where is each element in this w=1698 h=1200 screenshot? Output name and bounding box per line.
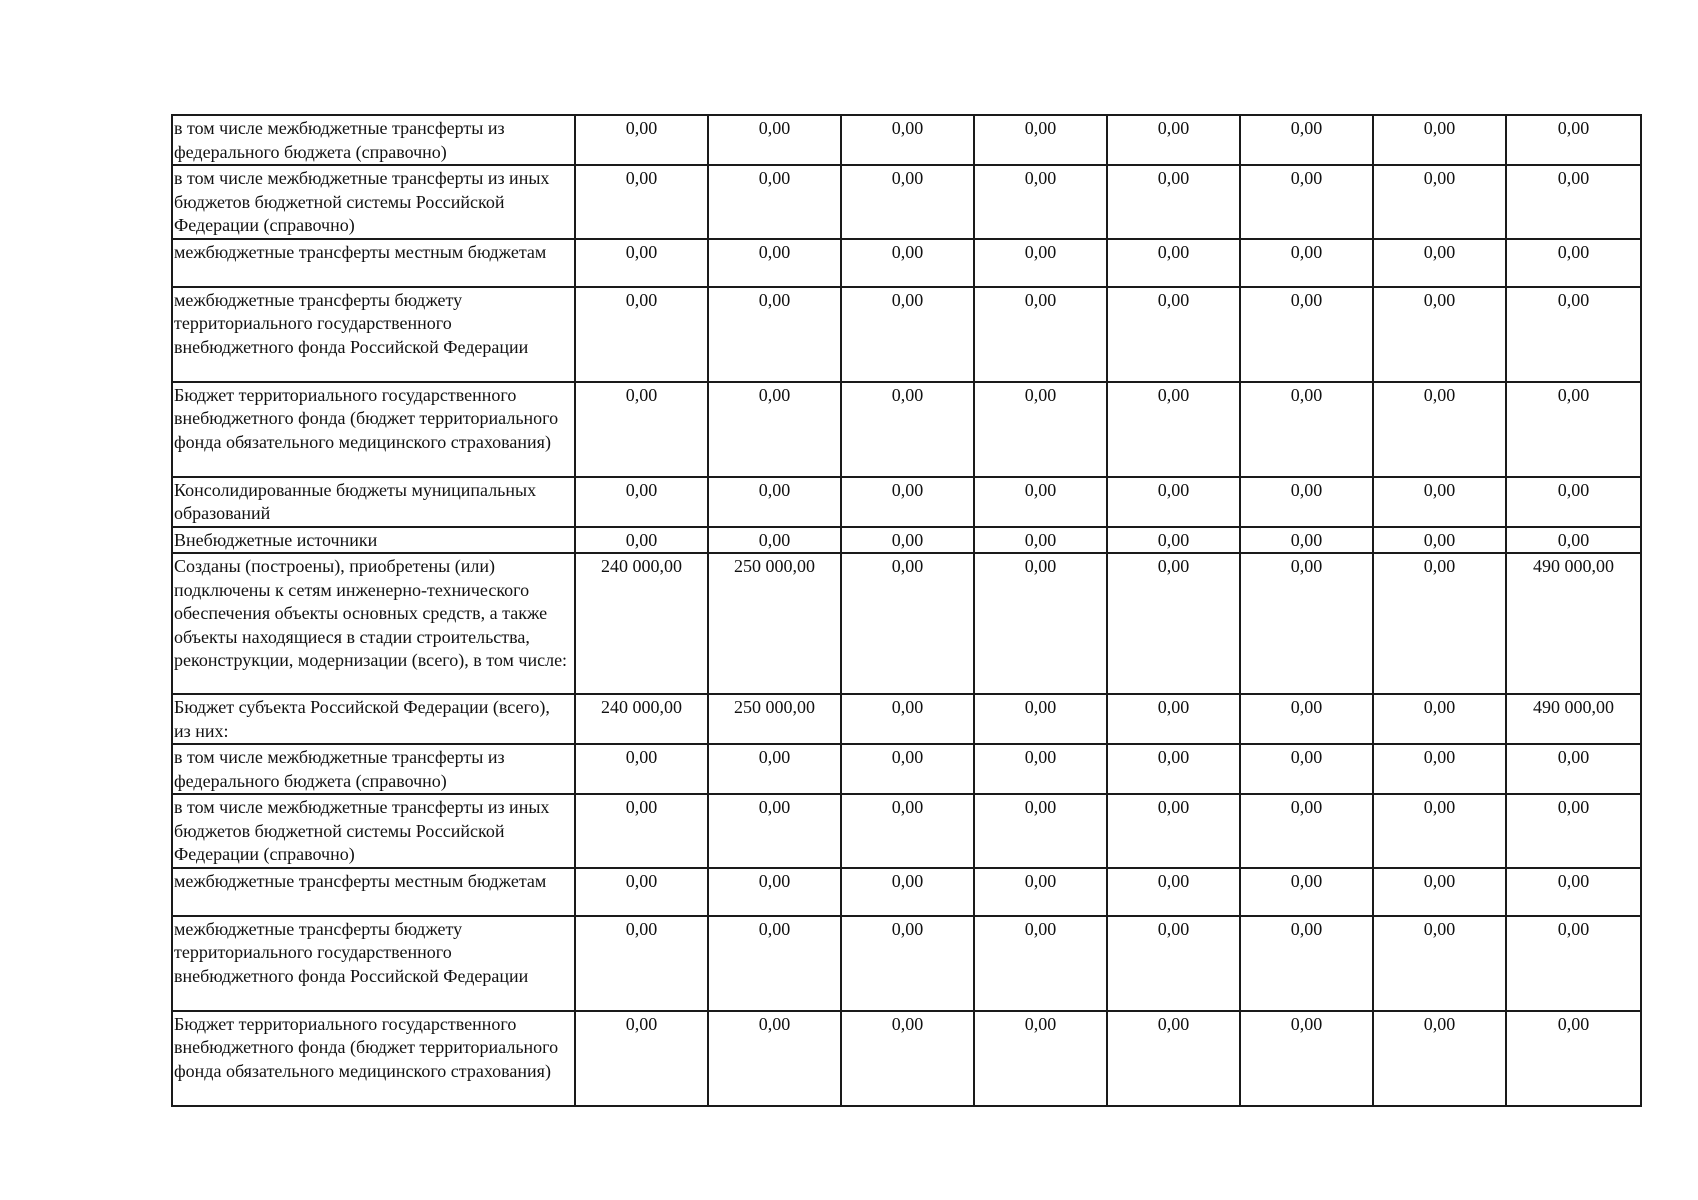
value-cell: 0,00 (1107, 794, 1240, 868)
value-cell: 0,00 (575, 527, 708, 554)
value-cell: 0,00 (575, 239, 708, 287)
value-cell: 0,00 (1373, 916, 1506, 1011)
value-cell: 0,00 (575, 744, 708, 794)
value-cell: 0,00 (575, 477, 708, 527)
value-cell: 0,00 (1240, 916, 1373, 1011)
value-cell: 0,00 (1107, 553, 1240, 694)
value-cell: 0,00 (974, 794, 1107, 868)
row-label: в том числе межбюджетные трансферты из федерального бюджета (справочно) (172, 744, 575, 794)
value-cell: 0,00 (1240, 868, 1373, 916)
value-cell: 0,00 (575, 382, 708, 477)
value-cell: 0,00 (1506, 527, 1641, 554)
value-cell: 250 000,00 (708, 694, 841, 744)
value-cell: 0,00 (1373, 1011, 1506, 1106)
table-row (172, 115, 1641, 165)
value-cell: 0,00 (841, 477, 974, 527)
value-cell: 0,00 (1373, 744, 1506, 794)
value-cell: 0,00 (841, 165, 974, 239)
value-cell: 0,00 (1240, 477, 1373, 527)
value-cell: 0,00 (974, 477, 1107, 527)
table-row (172, 744, 1641, 794)
row-label: Созданы (построены), приобретены (или) подключены к сетям инженерно-технического обеспечения объекты основных средств, а также объекты находящиеся в стадии строительства, реконструкции, модернизации (всего), в том числе: (172, 553, 575, 694)
value-cell: 0,00 (974, 115, 1107, 165)
value-cell: 0,00 (1240, 744, 1373, 794)
value-cell: 0,00 (841, 916, 974, 1011)
value-cell: 0,00 (1373, 477, 1506, 527)
table-row (172, 553, 1641, 694)
value-cell: 0,00 (708, 794, 841, 868)
row-label: межбюджетные трансферты бюджету территориального государственного внебюджетного фонда Российской Федерации (172, 287, 575, 382)
value-cell: 0,00 (1107, 287, 1240, 382)
value-cell: 0,00 (974, 916, 1107, 1011)
value-cell: 0,00 (1373, 694, 1506, 744)
value-cell: 0,00 (1240, 527, 1373, 554)
value-cell: 0,00 (1506, 868, 1641, 916)
value-cell: 0,00 (1240, 115, 1373, 165)
value-cell: 0,00 (1373, 382, 1506, 477)
value-cell: 0,00 (1240, 382, 1373, 477)
value-cell: 250 000,00 (708, 553, 841, 694)
value-cell: 240 000,00 (575, 694, 708, 744)
table-row (172, 868, 1641, 916)
value-cell: 0,00 (974, 1011, 1107, 1106)
value-cell: 0,00 (1107, 744, 1240, 794)
value-cell: 0,00 (708, 382, 841, 477)
value-cell: 0,00 (841, 527, 974, 554)
value-cell: 0,00 (1107, 382, 1240, 477)
value-cell: 0,00 (1240, 165, 1373, 239)
value-cell: 0,00 (974, 239, 1107, 287)
value-cell: 0,00 (708, 115, 841, 165)
value-cell: 0,00 (1506, 382, 1641, 477)
value-cell: 490 000,00 (1506, 694, 1641, 744)
value-cell: 0,00 (1107, 868, 1240, 916)
table-row (172, 694, 1641, 744)
value-cell: 0,00 (974, 527, 1107, 554)
value-cell: 0,00 (974, 553, 1107, 694)
value-cell: 0,00 (1373, 239, 1506, 287)
value-cell: 0,00 (1107, 165, 1240, 239)
table-row (172, 239, 1641, 287)
row-label: Бюджет территориального государственного внебюджетного фонда (бюджет территориального фонда обязательного медицинского страхования) (172, 382, 575, 477)
value-cell: 0,00 (575, 916, 708, 1011)
value-cell: 0,00 (1240, 794, 1373, 868)
value-cell: 0,00 (1107, 527, 1240, 554)
row-label: межбюджетные трансферты бюджету территориального государственного внебюджетного фонда Российской Федерации (172, 916, 575, 1011)
value-cell: 0,00 (1107, 1011, 1240, 1106)
budget-table (171, 114, 1642, 1107)
value-cell: 0,00 (708, 287, 841, 382)
value-cell: 0,00 (1240, 694, 1373, 744)
value-cell: 0,00 (708, 916, 841, 1011)
table-row (172, 287, 1641, 382)
row-label: в том числе межбюджетные трансферты из иных бюджетов бюджетной системы Российской Федерации (справочно) (172, 794, 575, 868)
value-cell: 0,00 (575, 165, 708, 239)
value-cell: 0,00 (1107, 916, 1240, 1011)
value-cell: 0,00 (974, 868, 1107, 916)
value-cell: 0,00 (1373, 868, 1506, 916)
value-cell: 0,00 (974, 165, 1107, 239)
value-cell: 0,00 (841, 239, 974, 287)
value-cell: 0,00 (1373, 115, 1506, 165)
table-row (172, 1011, 1641, 1106)
value-cell: 0,00 (841, 694, 974, 744)
table-row (172, 527, 1641, 554)
row-label: в том числе межбюджетные трансферты из федерального бюджета (справочно) (172, 115, 575, 165)
value-cell: 0,00 (1506, 115, 1641, 165)
value-cell: 0,00 (841, 287, 974, 382)
value-cell: 0,00 (1107, 239, 1240, 287)
value-cell: 0,00 (575, 868, 708, 916)
value-cell: 0,00 (1240, 239, 1373, 287)
row-label: Консолидированные бюджеты муниципальных образований (172, 477, 575, 527)
value-cell: 0,00 (1373, 287, 1506, 382)
value-cell: 0,00 (1107, 115, 1240, 165)
value-cell: 0,00 (708, 477, 841, 527)
budget-table-body (172, 115, 1641, 1106)
value-cell: 0,00 (1373, 553, 1506, 694)
value-cell: 0,00 (1373, 527, 1506, 554)
value-cell: 0,00 (841, 115, 974, 165)
value-cell: 0,00 (841, 382, 974, 477)
table-row (172, 382, 1641, 477)
value-cell: 240 000,00 (575, 553, 708, 694)
value-cell: 0,00 (1373, 794, 1506, 868)
table-row (172, 477, 1641, 527)
value-cell: 0,00 (841, 1011, 974, 1106)
row-label: Внебюджетные источники (172, 527, 575, 554)
value-cell: 0,00 (1506, 165, 1641, 239)
value-cell: 0,00 (1240, 553, 1373, 694)
value-cell: 490 000,00 (1506, 553, 1641, 694)
table-row (172, 916, 1641, 1011)
value-cell: 0,00 (575, 115, 708, 165)
value-cell: 0,00 (708, 1011, 841, 1106)
value-cell: 0,00 (708, 868, 841, 916)
value-cell: 0,00 (974, 744, 1107, 794)
row-label: межбюджетные трансферты местным бюджетам (172, 239, 575, 287)
value-cell: 0,00 (1240, 1011, 1373, 1106)
value-cell: 0,00 (1506, 794, 1641, 868)
budget-table-container (171, 114, 1642, 1107)
value-cell: 0,00 (1107, 694, 1240, 744)
value-cell: 0,00 (1506, 744, 1641, 794)
value-cell: 0,00 (974, 382, 1107, 477)
value-cell: 0,00 (1506, 287, 1641, 382)
row-label: межбюджетные трансферты местным бюджетам (172, 868, 575, 916)
value-cell: 0,00 (1240, 287, 1373, 382)
value-cell: 0,00 (1107, 477, 1240, 527)
value-cell: 0,00 (841, 744, 974, 794)
value-cell: 0,00 (708, 744, 841, 794)
value-cell: 0,00 (575, 794, 708, 868)
row-label: Бюджет субъекта Российской Федерации (всего), из них: (172, 694, 575, 744)
value-cell: 0,00 (708, 239, 841, 287)
value-cell: 0,00 (841, 794, 974, 868)
table-row (172, 165, 1641, 239)
table-row (172, 794, 1641, 868)
value-cell: 0,00 (974, 287, 1107, 382)
value-cell: 0,00 (1506, 239, 1641, 287)
value-cell: 0,00 (1506, 1011, 1641, 1106)
value-cell: 0,00 (575, 287, 708, 382)
row-label: в том числе межбюджетные трансферты из иных бюджетов бюджетной системы Российской Федерации (справочно) (172, 165, 575, 239)
value-cell: 0,00 (708, 165, 841, 239)
row-label: Бюджет территориального государственного внебюджетного фонда (бюджет территориального фонда обязательного медицинского страхования) (172, 1011, 575, 1106)
value-cell: 0,00 (841, 868, 974, 916)
value-cell: 0,00 (1506, 916, 1641, 1011)
value-cell: 0,00 (841, 553, 974, 694)
value-cell: 0,00 (1506, 477, 1641, 527)
value-cell: 0,00 (1373, 165, 1506, 239)
value-cell: 0,00 (974, 694, 1107, 744)
value-cell: 0,00 (708, 527, 841, 554)
value-cell: 0,00 (575, 1011, 708, 1106)
